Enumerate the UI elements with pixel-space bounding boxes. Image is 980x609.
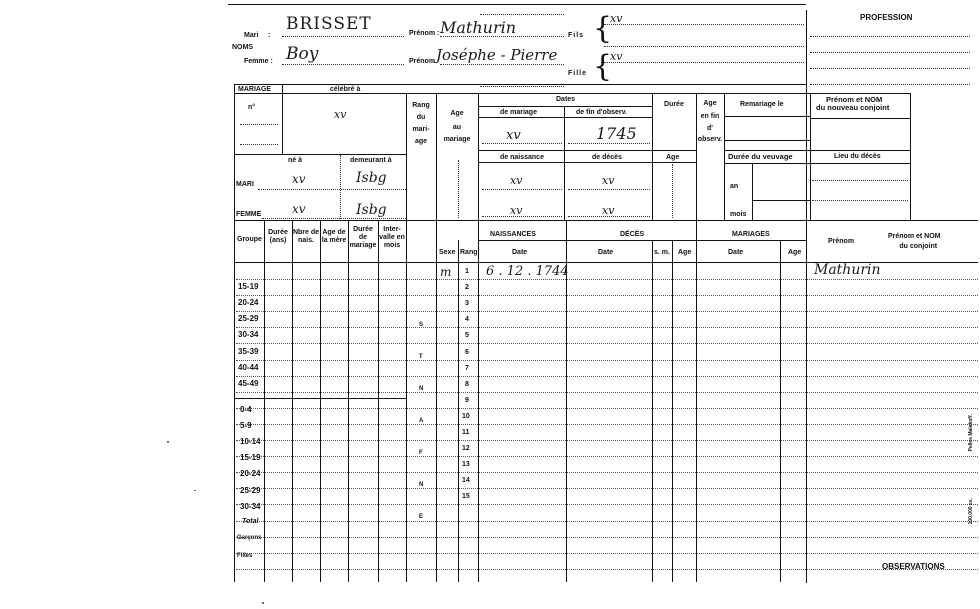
mois-label: mois [730, 211, 747, 218]
agefin-divider [724, 93, 725, 220]
conjoint-rule [810, 118, 910, 119]
rang-number: 9 [465, 397, 469, 404]
group-label: 30-34 [240, 502, 261, 511]
husband-firstname: Mathurin [440, 18, 517, 37]
dates-label: Dates [556, 96, 576, 103]
mari-naissance: xv [510, 174, 523, 187]
col-div-duree [264, 220, 265, 582]
group-label: 5-9 [240, 421, 252, 430]
mari-demeurant: Isbg [356, 170, 387, 186]
col-div-naiss [478, 220, 479, 582]
veuvage-label-rule [724, 163, 910, 164]
mari-row-line [258, 189, 406, 190]
children-left-border [234, 220, 235, 582]
age-fin-label: Age en fin d' observ. [697, 100, 723, 143]
table-row [236, 376, 978, 377]
fils-line-2 [604, 46, 804, 47]
veuvage-top-rule [724, 150, 910, 151]
table-row [236, 311, 978, 312]
col-sexe: Sexe [439, 249, 456, 256]
de-fin-label: de fin d'observ. [576, 109, 627, 116]
rang-number: 8 [465, 381, 469, 388]
husband-surname: BRISSET [286, 14, 372, 34]
enfants-letter: N [419, 482, 424, 488]
child1-prenom: Mathurin [814, 262, 881, 278]
rang-number: 5 [465, 332, 469, 339]
group-label: 15-19 [240, 453, 261, 462]
no-line-2 [240, 144, 278, 145]
top-rule [228, 4, 806, 5]
table-row [236, 424, 978, 425]
rang-number: 11 [462, 429, 470, 436]
naiss-top-rule [478, 150, 696, 151]
femme-naissance: xv [510, 204, 523, 217]
remariage-rule-2 [724, 140, 810, 141]
prenom-nom-label: Prénom et NOM [826, 95, 883, 104]
dates-right-divider [652, 93, 653, 220]
femme-ne-a: xv [292, 202, 306, 216]
table-row [236, 343, 978, 344]
celebre-label: célébré à [330, 86, 361, 93]
col-div-mar-age [780, 240, 781, 582]
rang-number: 12 [462, 445, 470, 452]
table-row [236, 408, 978, 409]
fille-line-1 [604, 62, 804, 63]
femme-deces: xv [602, 204, 615, 217]
rang-number: 15 [462, 493, 470, 500]
mari-deces-line [568, 189, 650, 190]
group-label: 20-24 [238, 298, 259, 307]
de-naissance-label: de naissance [500, 154, 544, 161]
mari-ne-a: xv [292, 172, 306, 186]
fils-label: Fils [568, 32, 585, 39]
col-div-agemere [320, 220, 321, 582]
group-label: 0-4 [240, 405, 252, 414]
enfants-letter: S [419, 322, 424, 328]
table-row [236, 440, 978, 441]
group-divider [234, 398, 406, 399]
col-duree: Durée (ans) [268, 229, 288, 244]
mari-deces: xv [602, 174, 615, 187]
femme-row-label: FEMME [236, 211, 262, 218]
mari-sep: : [268, 32, 271, 39]
col-age-mere: Age de la mère [321, 229, 347, 244]
an-label: an [730, 183, 739, 190]
remariage-rule-1 [724, 116, 810, 117]
col-div-sexe [436, 220, 437, 582]
deces-label: DÉCÈS [620, 231, 645, 238]
fils-line-1 [604, 24, 804, 25]
table-row [236, 537, 978, 538]
rang-number: 7 [465, 365, 469, 372]
profession-divider [806, 10, 807, 583]
de-deces-label: de décès [592, 154, 622, 161]
col-div-intervalle [378, 220, 379, 582]
col-div-rang [458, 240, 459, 582]
col-div-age [672, 240, 673, 582]
femme-deces-line [568, 216, 650, 217]
nouveau-conjoint-label: du nouveau conjoint [816, 103, 890, 112]
printer-text: Pelles Malakoff. [968, 414, 974, 452]
group-label: 45-49 [238, 379, 259, 388]
print-run-text: 100.000 ex. [968, 498, 974, 525]
wife-firstname-line [440, 64, 564, 65]
veuvage-mid-rule [752, 200, 810, 201]
conjoint-divider [810, 93, 811, 220]
lieu-line-2 [812, 200, 908, 201]
table-row [236, 327, 978, 328]
table-row [236, 392, 978, 393]
profession-line-1 [810, 36, 970, 37]
deces-date-label: Date [598, 249, 614, 256]
mari-row-label: MARI [236, 181, 254, 188]
enfants-letter: F [419, 450, 423, 456]
wife-surname-line [282, 64, 404, 65]
no-label: n° [248, 104, 256, 111]
col-intervalle: Inter- valle en mois [379, 226, 405, 249]
fille-label: Fille [568, 70, 588, 77]
fils-value: xv [610, 12, 623, 25]
date-mariage-line [482, 143, 562, 144]
rang-number: 10 [462, 413, 470, 420]
veuvage-divider [752, 163, 753, 220]
ne-a-label: né à [288, 157, 303, 164]
de-mariage-label: de mariage [500, 109, 537, 116]
rang-number: 2 [465, 284, 469, 291]
wife-firstname: Joséphe - Pierre [436, 46, 558, 64]
mariage-label: MARIAGE [238, 86, 272, 93]
rang-number: 13 [462, 461, 470, 468]
deces-age-label: Age [678, 249, 692, 256]
mari-naiss-line [482, 189, 562, 190]
husband-firstname-line [440, 36, 564, 37]
date-fin-value: 1745 [596, 124, 637, 143]
group-label: Total [242, 518, 259, 525]
table-row [236, 569, 978, 570]
table-row [236, 360, 978, 361]
scan-speck [194, 490, 196, 491]
col-rang: Rang [460, 249, 478, 256]
table-row [236, 456, 978, 457]
sm-label: s. m. [654, 249, 670, 256]
gender-row-label: Filles [237, 553, 253, 559]
deces-sub-rule [566, 240, 696, 241]
age-mariage-divider [458, 160, 459, 218]
children-top-rule [234, 220, 978, 221]
prenom-bottom-dots [480, 86, 564, 87]
enfants-letter: T [419, 354, 423, 360]
noms-label: NOMS [232, 44, 253, 51]
group-label: 35-39 [238, 347, 259, 356]
marriage-left-border [234, 84, 235, 220]
prenom-label-wife: Prénom [409, 58, 436, 65]
observations-label: OBSERVATIONS [882, 562, 945, 571]
prenom-nom-conjoint-label: Prénom et NOM du conjoint [888, 233, 941, 250]
col-nbre: Nbre de nais. [292, 229, 320, 244]
table-row [236, 553, 978, 554]
femme-row-line [262, 218, 406, 219]
group-label: 40-44 [238, 363, 259, 372]
femme-demeurant: Isbg [356, 202, 387, 218]
wife-surname: Boy [286, 44, 319, 64]
gender-row-label: Garçons [237, 535, 262, 541]
lieu-line-1 [812, 180, 908, 181]
group-label: 15-19 [238, 282, 259, 291]
ne-demeurant-divider [340, 155, 341, 219]
rang-number: 1 [465, 268, 469, 275]
mariages-age-label: Age [788, 249, 802, 256]
husband-surname-line [282, 36, 404, 37]
col-div-nbre [292, 220, 293, 582]
table-row [236, 504, 978, 505]
age-divider-dots [672, 164, 673, 218]
enfants-letter: N [419, 386, 424, 392]
celebre-value: xv [334, 108, 347, 121]
naiss-label-rule [478, 162, 696, 163]
scan-speck [167, 441, 169, 443]
mariage-no-divider [282, 84, 283, 154]
group-label: 25-29 [240, 486, 261, 495]
rang-number: 6 [465, 349, 469, 356]
fils-brace: { [593, 11, 613, 46]
table-row [236, 521, 978, 522]
mariages-date-label: Date [728, 249, 744, 256]
scan-speck [262, 602, 264, 604]
mariages-label: MARIAGES [732, 231, 770, 238]
fille-brace: { [593, 49, 613, 84]
child1-birth: 6 . 12 . 1744 [486, 264, 569, 279]
date-mariage-value: xv [506, 128, 521, 143]
ne-a-top-rule [234, 154, 406, 155]
group-label: 30-34 [238, 330, 259, 339]
group-label: 10-14 [240, 437, 261, 446]
fille-value: xv [610, 50, 623, 63]
mari-label: Mari [244, 32, 259, 39]
profession-line-3 [810, 68, 970, 69]
dates-left-divider [478, 93, 479, 220]
col-div-mariages [696, 220, 697, 582]
dates-subheader-rule [478, 106, 652, 107]
rang-number: 3 [465, 300, 469, 307]
table-row [236, 488, 978, 489]
dates-mid-divider [564, 106, 565, 220]
femme-label: Femme : [244, 58, 273, 65]
col-div-blank [406, 220, 407, 582]
prenom-top-dots [480, 14, 564, 15]
profession-label: PROFESSION [860, 13, 913, 22]
marriage-top-rule [234, 84, 806, 85]
rang-du-mariage-label: Rang du mari- age [412, 102, 430, 145]
enfants-letter: A [419, 418, 424, 424]
profession-line-2 [810, 52, 970, 53]
dates-label-rule [478, 117, 652, 118]
age-au-mariage-label: Age au mariage [443, 110, 471, 143]
date-fin-line [568, 143, 650, 144]
naiss-date-label: Date [512, 249, 528, 256]
duree-veuvage-label: Durée du veuvage [728, 152, 793, 161]
group-label: 20-24 [240, 469, 261, 478]
femme-naiss-line [482, 216, 562, 217]
group-label: 25-29 [238, 314, 259, 323]
conjoint-right-border [910, 93, 911, 220]
prenom-col-label: Prénom [828, 238, 855, 245]
profession-line-4 [810, 84, 970, 85]
naiss-sub-rule [478, 240, 566, 241]
col-groupe: Groupe [237, 236, 262, 243]
col-div-dureemar [348, 220, 349, 582]
table-row [236, 295, 978, 296]
col-duree-mariage: Durée de mariage [349, 226, 377, 249]
rang-number: 14 [462, 477, 470, 484]
table-row [236, 279, 978, 280]
child1-sexe: m [440, 265, 452, 279]
table-row [236, 472, 978, 473]
lieu-deces-label: Lieu du décès [834, 153, 881, 160]
rang-number: 4 [465, 316, 469, 323]
no-line-1 [240, 124, 278, 125]
duree-label: Durée [664, 101, 684, 108]
prenom-label-husband: Prénom : [409, 30, 440, 37]
enfants-letter: E [419, 514, 424, 520]
mariages-sub-rule [696, 240, 806, 241]
col-div-sm [652, 240, 653, 582]
remariage-label: Remariage le [740, 101, 784, 108]
demeurant-label: demeurant à [350, 157, 392, 164]
age-label-2: Age [666, 154, 680, 161]
naissances-label: NAISSANCES [490, 231, 536, 238]
